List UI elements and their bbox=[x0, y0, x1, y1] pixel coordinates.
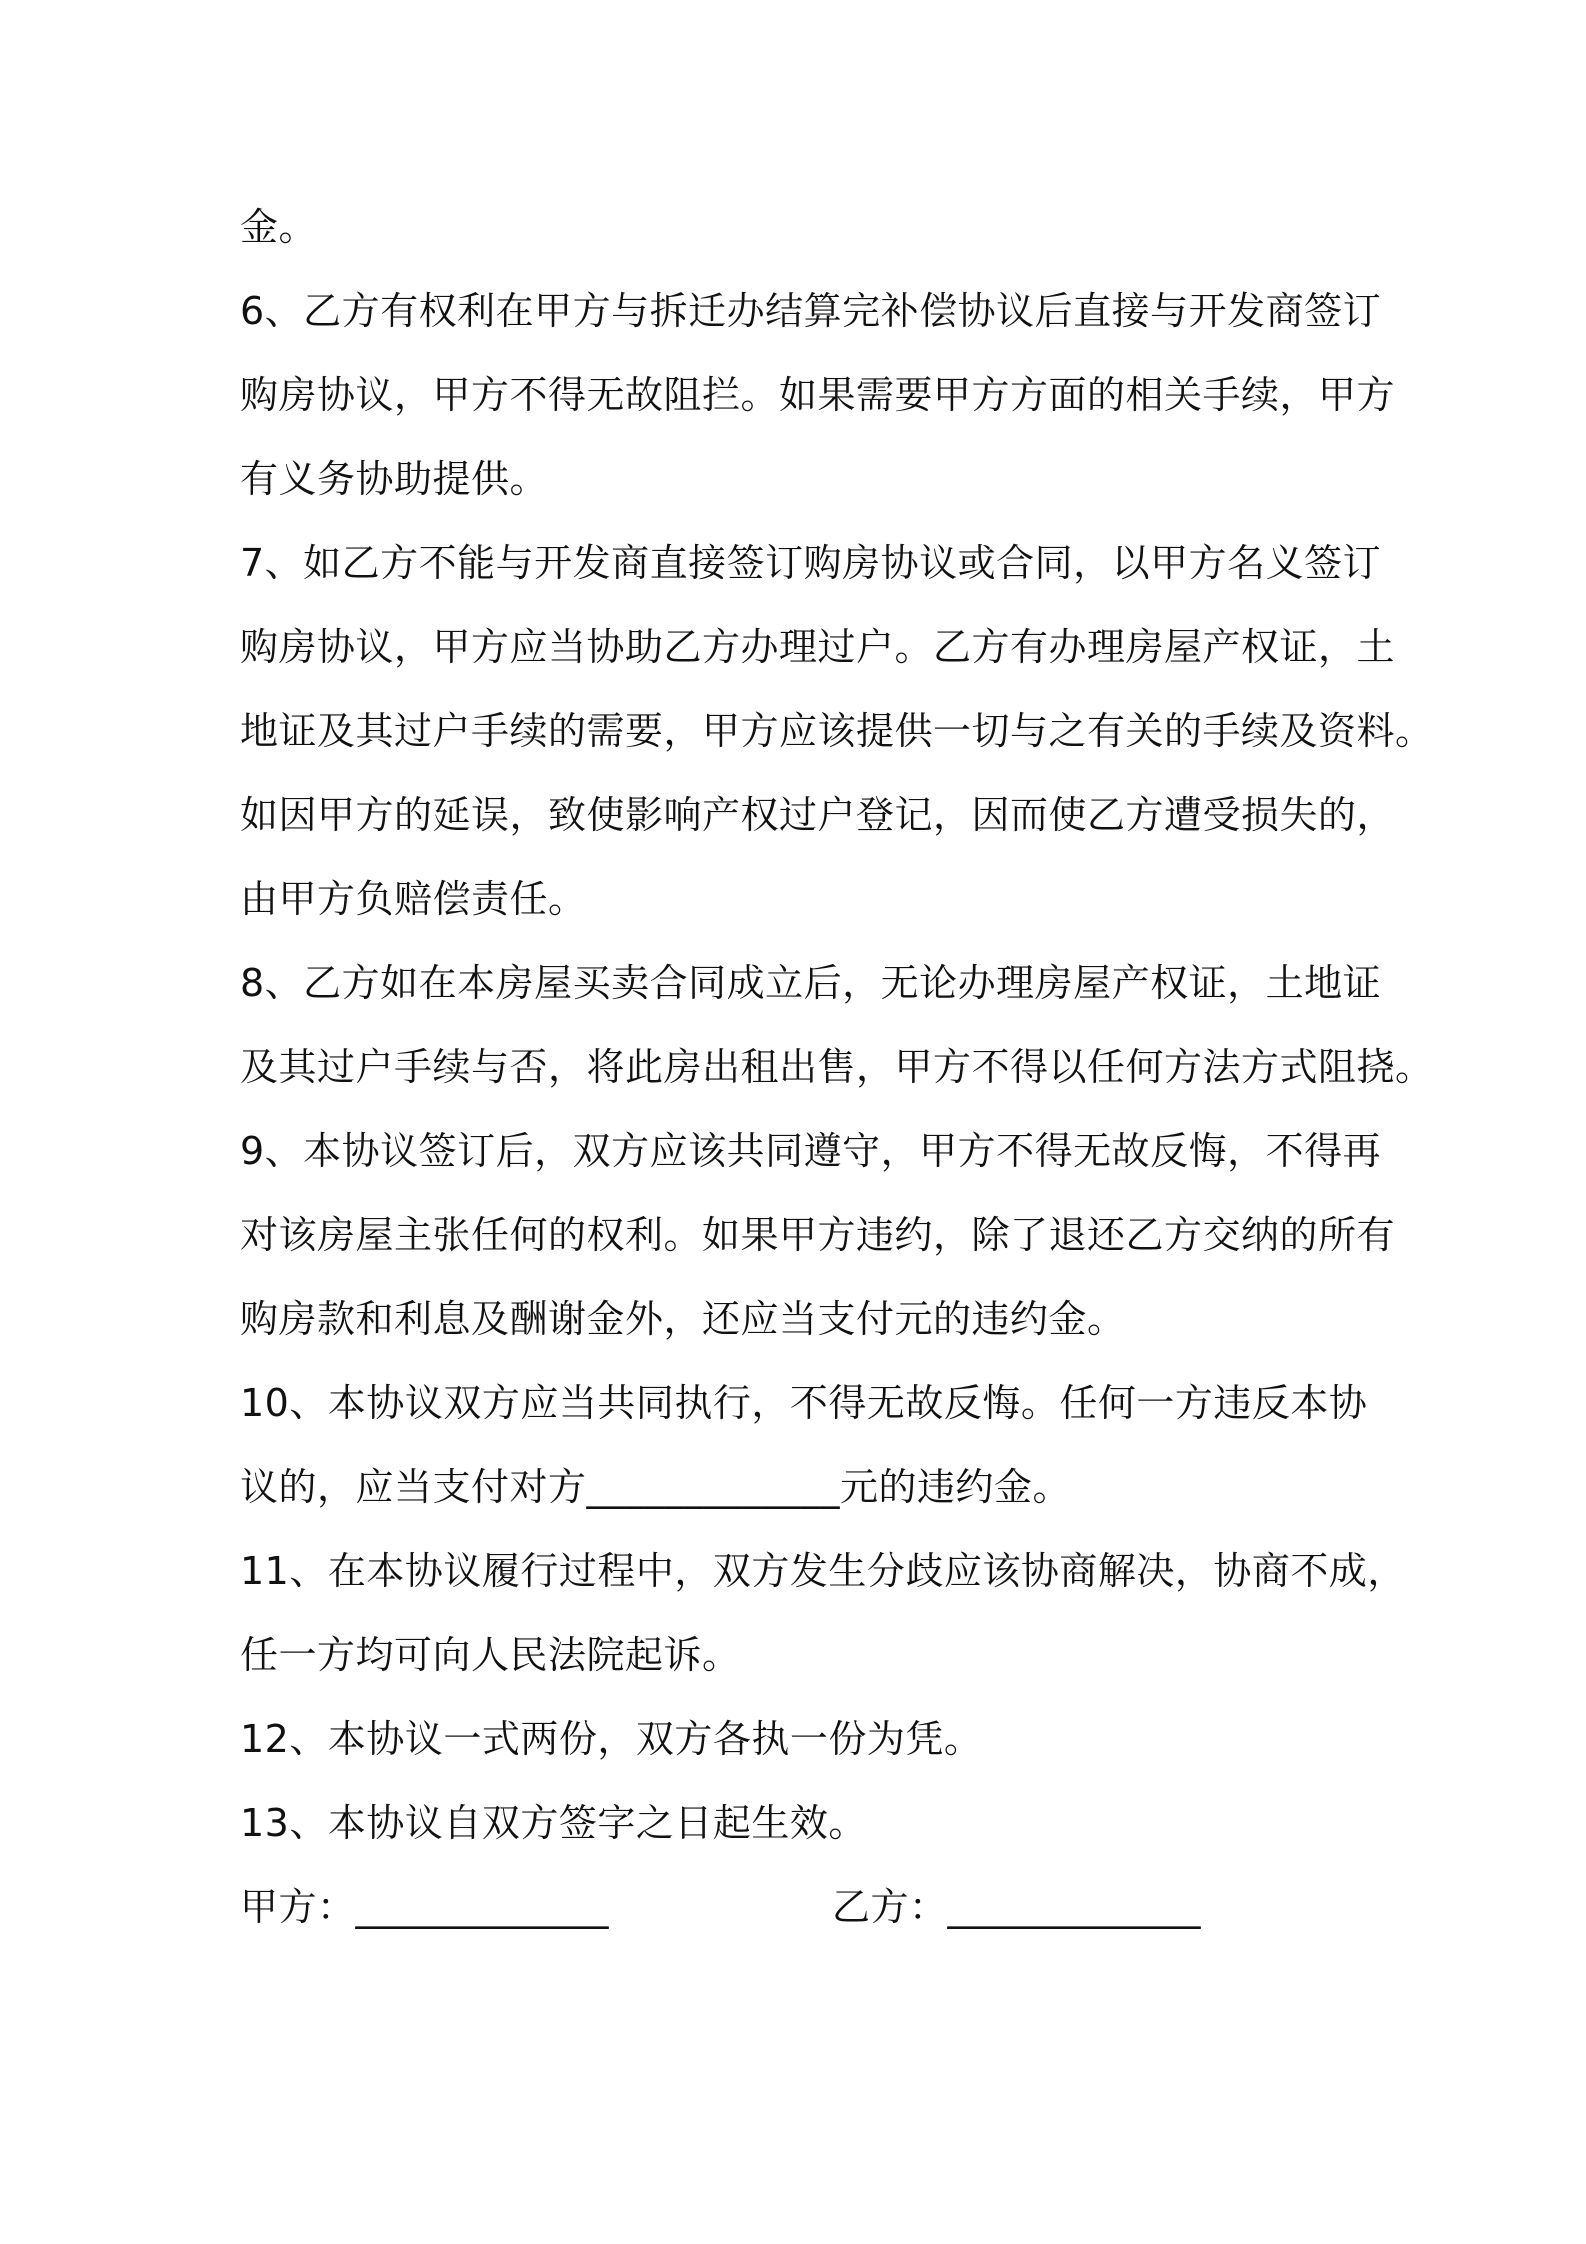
text-line: 金。 bbox=[240, 205, 318, 249]
clause-10-line: 10、本协议双方应当共同执行，不得无故反悔。任何一方违反本协 bbox=[240, 1381, 1368, 1425]
clause-7-line: 购房协议，甲方应当协助乙方办理过户。乙方有办理房屋产权证，土 bbox=[240, 625, 1396, 669]
clause-6-line: 6、乙方有权利在甲方与拆迁办结算完补偿协议后直接与开发商签订 bbox=[240, 289, 1382, 333]
clause-13-line: 13、本协议自双方签字之日起生效。 bbox=[240, 1801, 867, 1845]
clause-6-line: 有义务协助提供。 bbox=[240, 457, 549, 501]
clause-7-line: 地证及其过户手续的需要，甲方应该提供一切与之有关的手续及资料。 bbox=[240, 709, 1434, 753]
clause-8-line: 8、乙方如在本房屋买卖合同成立后，无论办理房屋产权证，土地证 bbox=[240, 961, 1382, 1005]
clause-9-line: 购房款和利息及酬谢金外，还应当支付元的违约金。 bbox=[240, 1297, 1126, 1341]
clause-9-line: 对该房屋主张任何的权利。如果甲方违约，除了退还乙方交纳的所有 bbox=[240, 1213, 1396, 1257]
clause-6-line: 购房协议，甲方不得无故阻拦。如果需要甲方方面的相关手续，甲方 bbox=[240, 373, 1396, 417]
clause-11-line: 任一方均可向人民法院起诉。 bbox=[240, 1633, 741, 1677]
clause-12-line: 12、本协议一式两份，双方各执一份为凭。 bbox=[240, 1717, 983, 1761]
clause-11-line: 11、在本协议履行过程中，双方发生分歧应该协商解决，协商不成， bbox=[240, 1549, 1406, 1593]
clause-7-line: 如因甲方的延误，致使影响产权过户登记，因而使乙方遭受损失的， bbox=[240, 793, 1396, 837]
clause-10-line: 议的，应当支付对方_____________元的违约金。 bbox=[240, 1465, 1072, 1509]
signature-party-a: 甲方：_____________ bbox=[240, 1885, 610, 1929]
clause-7-line: 7、如乙方不能与开发商直接签订购房协议或合同，以甲方名义签订 bbox=[240, 541, 1382, 585]
signature-party-b: 乙方：_____________ bbox=[832, 1885, 1202, 1929]
clause-7-line: 由甲方负赔偿责任。 bbox=[240, 877, 587, 921]
clause-8-line: 及其过户手续与否，将此房出租出售，甲方不得以任何方法方式阻挠。 bbox=[240, 1045, 1434, 1089]
clause-9-line: 9、本协议签订后，双方应该共同遵守，甲方不得无故反悔，不得再 bbox=[240, 1129, 1382, 1173]
